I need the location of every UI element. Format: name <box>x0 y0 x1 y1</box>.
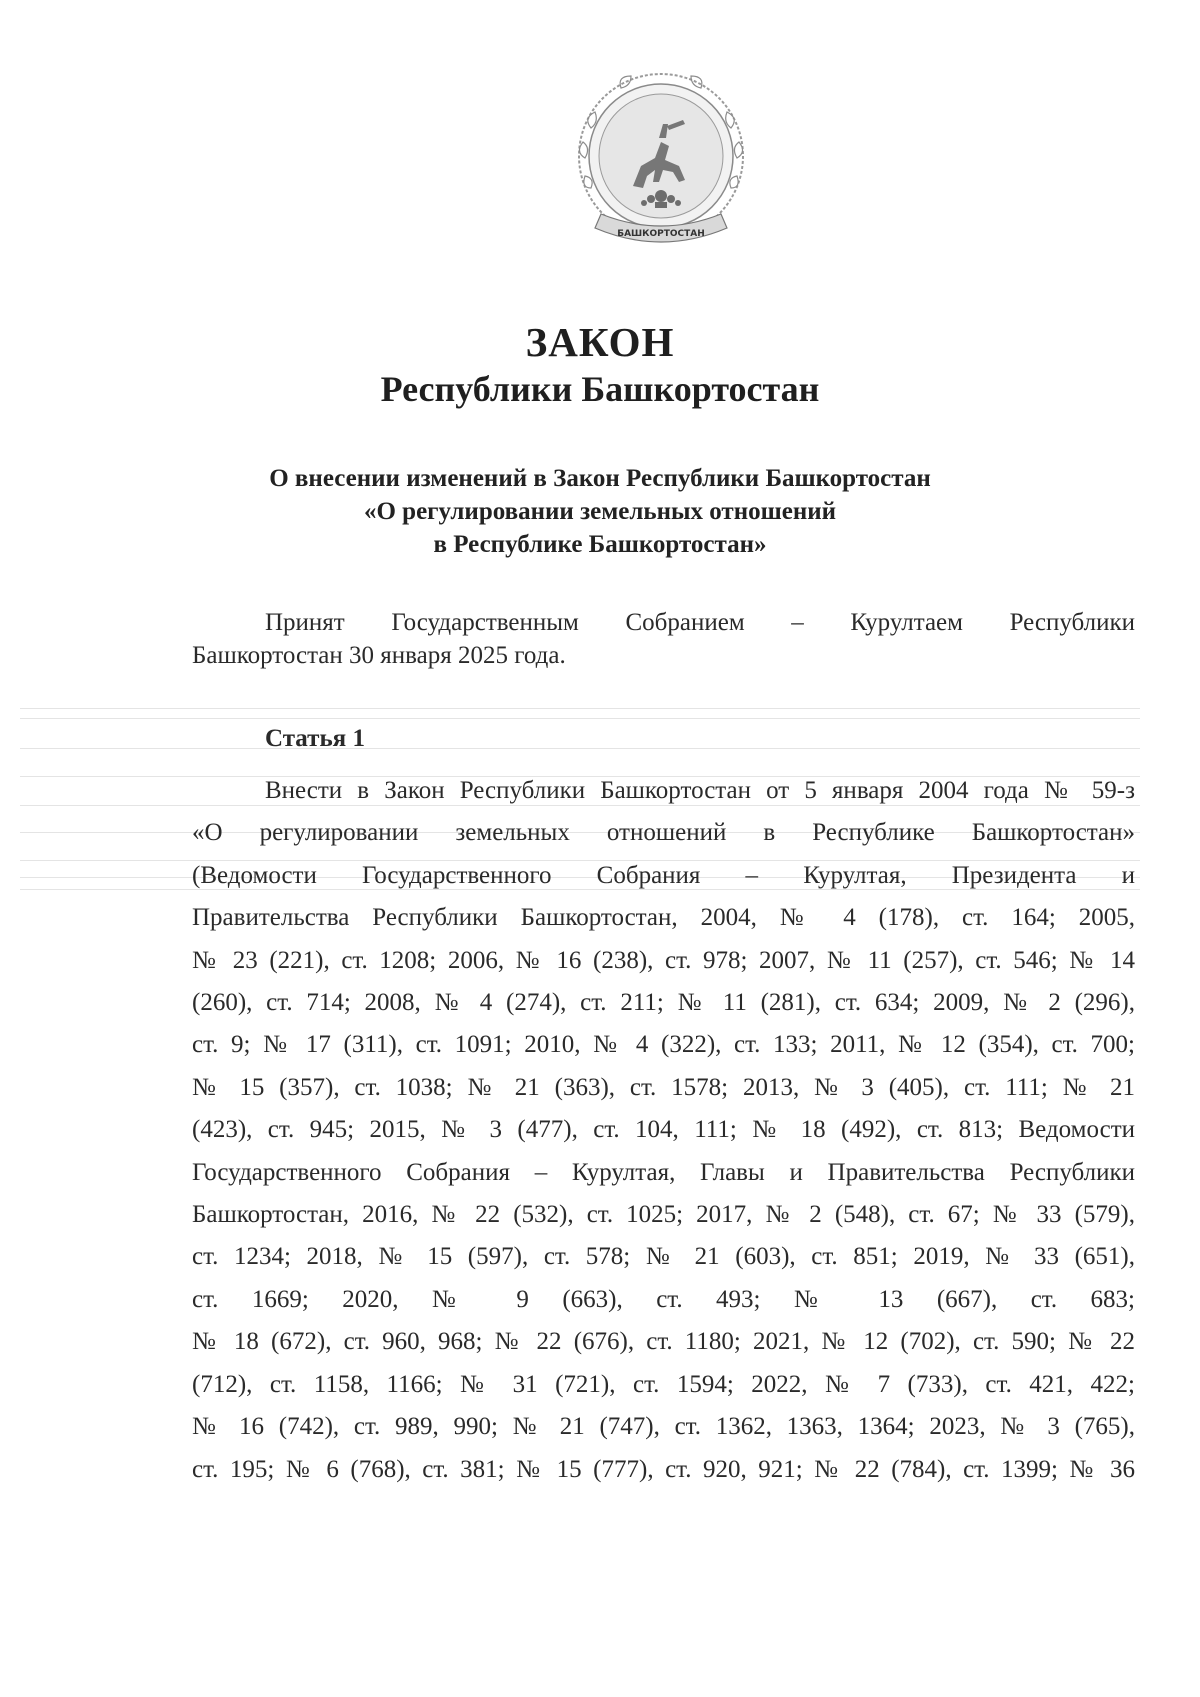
article-line: (260), ст. 714; 2008, № 4 (274), ст. 211; № 11 (281), ст. 634; 2009, № 2 (296), <box>192 989 1135 1017</box>
scan-artifact <box>20 748 1140 749</box>
article-line: № 18 (672), ст. 960, 968; № 22 (676), ст. 1180; 2021, № 12 (702), ст. 590; № 22 <box>192 1328 1135 1356</box>
coat-of-arms-icon <box>571 68 751 256</box>
document-title: ЗАКОН <box>525 319 675 365</box>
article-line: Правительства Республики Башкортостан, 2004, № 4 (178), ст. 164; 2005, <box>192 904 1135 932</box>
adoption-note <box>192 606 1135 672</box>
law-heading <box>0 462 1200 561</box>
article-line: Башкортостан, 2016, № 22 (532), ст. 1025; 2017, № 2 (548), ст. 67; № 33 (579), <box>192 1201 1135 1229</box>
article-line: № 23 (221), ст. 1208; 2006, № 16 (238), ст. 978; 2007, № 11 (257), ст. 546; № 14 <box>192 946 1135 974</box>
article-line: ст. 1234; 2018, № 15 (597), ст. 578; № 21 (603), ст. 851; 2019, № 33 (651), <box>192 1243 1135 1271</box>
law-heading-line: О внесении изменений в Закон Республики Башкортостан <box>269 465 931 492</box>
article-body <box>192 770 1135 1491</box>
article-line: Государственного Собрания – Курултая, Главы и Правительства Республики <box>192 1158 1135 1186</box>
article-line: № 15 (357), ст. 1038; № 21 (363), ст. 1578; 2013, № 3 (405), ст. 111; № 21 <box>192 1073 1135 1101</box>
article-line: ст. 1669; 2020, № 9 (663), ст. 493; № 13 (667), ст. 683; <box>192 1285 1135 1313</box>
article-line: (423), ст. 945; 2015, № 3 (477), ст. 104, 111; № 18 (492), ст. 813; Ведомости <box>192 1116 1135 1144</box>
adoption-note-line: Принят Государственным Собранием – Курултаем Республики <box>265 609 1135 636</box>
article-line: Внести в Закон Республики Башкортостан от 5 января 2004 года № 59-з <box>265 777 1135 804</box>
article-line: (712), ст. 1158, 1166; № 31 (721), ст. 1594; 2022, № 7 (733), ст. 421, 422; <box>192 1370 1135 1398</box>
document-subtitle: Республики Башкортостан <box>380 369 820 409</box>
article-title: Статья 1 <box>265 725 365 752</box>
article-line: ст. 9; № 17 (311), ст. 1091; 2010, № 4 (322), ст. 133; 2011, № 12 (354), ст. 700; <box>192 1031 1135 1059</box>
scan-artifact <box>20 718 1140 719</box>
scan-artifact <box>20 708 1140 709</box>
article-line: № 16 (742), ст. 989, 990; № 21 (747), ст. 1362, 1363, 1364; 2023, № 3 (765), <box>192 1413 1135 1441</box>
article-line: ст. 195; № 6 (768), ст. 381; № 15 (777), ст. 920, 921; № 22 (784), ст. 1399; № 36 <box>192 1455 1135 1483</box>
article-line: «О регулировании земельных отношений в Республике Башкортостан» <box>192 819 1135 847</box>
law-heading-line: «О регулировании земельных отношений <box>363 498 837 525</box>
emblem-caption: БАШКОРТОСТАН <box>617 229 705 239</box>
law-heading-line: в Республике Башкортостан» <box>433 531 767 558</box>
adoption-note-line: Башкортостан 30 января 2025 года. <box>192 642 566 669</box>
article-line: (Ведомости Государственного Собрания – Курултая, Президента и <box>192 861 1135 889</box>
